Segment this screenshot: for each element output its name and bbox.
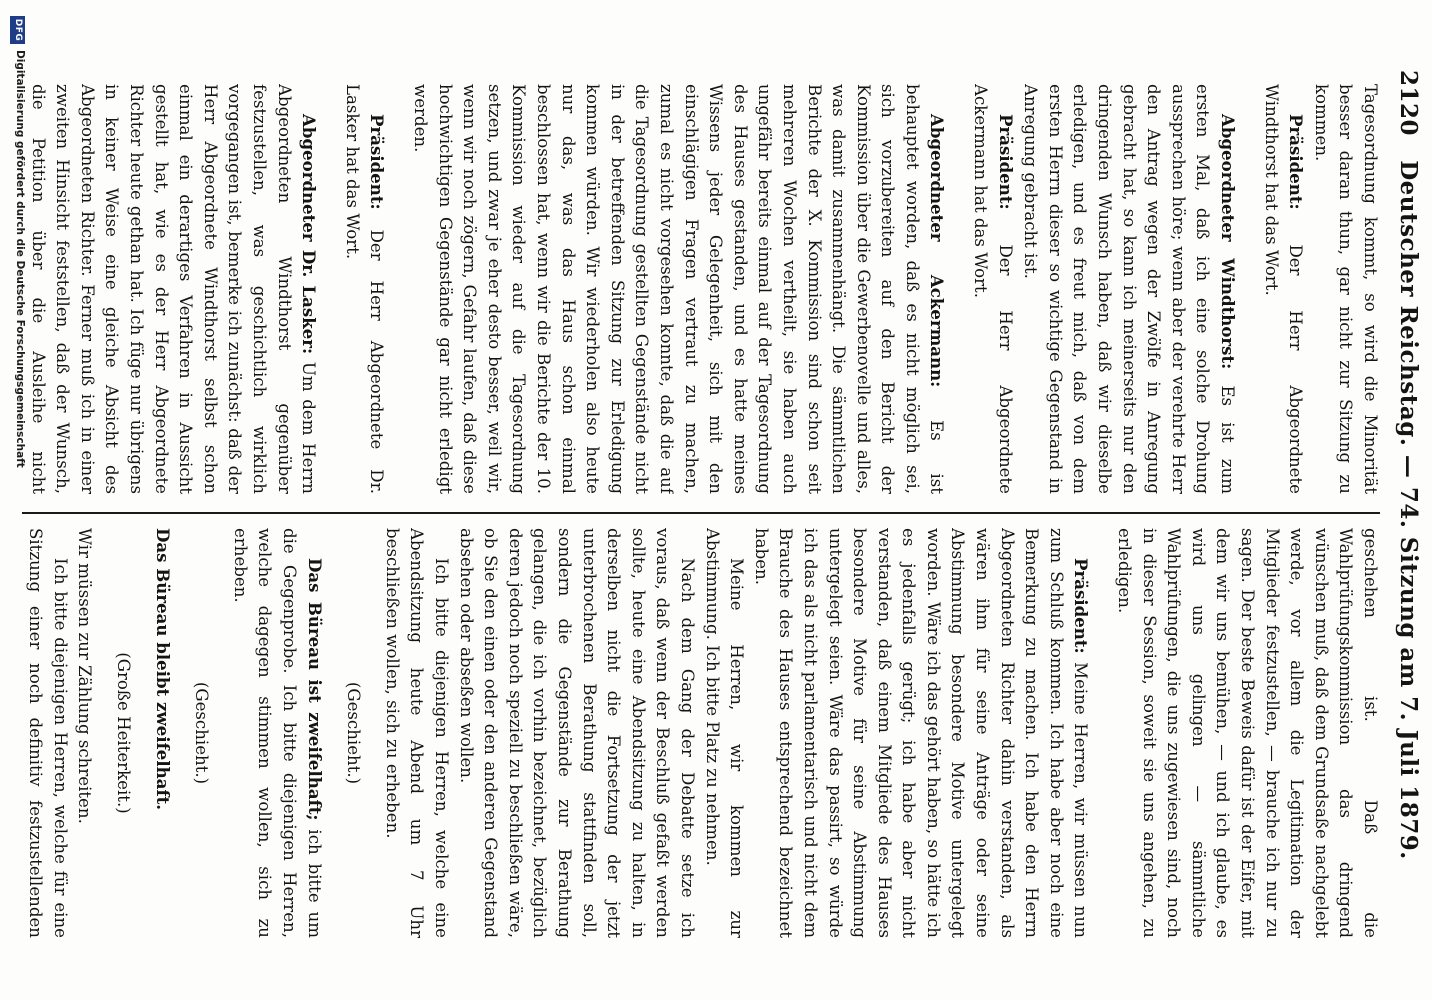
right-column: [22, 528, 1382, 938]
paragraph-text: Tagesordnung kommt, so wird die Minorität besser daran thun, gar nicht zur Sitzung zu kommen.: [1311, 84, 1380, 494]
paragraph-text: Es ist zum ersten Mal, daß ich eine solche Drohung aussprechen höre; wenn aber der verehrte Herr den Antrag wegen der Zwölfe in Anregung gebracht hat, so kann ich meinerseits nur den dringenden Wunsch haben, daß wir dieselbe erledigen, und es freut mich, daß von dem ersten Herrn dieser so wichtige Gegenstand in Anregung gebracht ist.: [1021, 84, 1238, 494]
paragraph: [453, 528, 699, 938]
paragraph: [72, 528, 97, 938]
paragraph: [968, 84, 1018, 494]
left-column: [22, 84, 1382, 494]
speaker-label: Präsident:: [367, 114, 388, 210]
speaker-label: Präsident:: [1071, 558, 1092, 654]
paragraph: [149, 528, 175, 938]
page-number: 2120: [1395, 70, 1422, 137]
credit-text: Digitalisierung gefördert durch die Deutsche Forschungsgemeinschaft: [14, 50, 26, 468]
paragraph-text: Der Herr Abgeordnete Windthorst hat das Wort.: [1261, 84, 1306, 494]
paragraph: [407, 84, 949, 494]
paragraph-text: Wir müssen zur Zählung schreiten.: [75, 528, 95, 824]
paragraph-text: Der Herr Abgeordnete Dr. Lasker hat das Wort.: [342, 84, 387, 494]
dfg-logo-icon: DFG: [10, 16, 25, 44]
paragraph: [1308, 84, 1382, 494]
paragraph-text: Ich bitte diejenigen Herren, welche für eine Sitzung einer noch definitiv festzustellenden: [26, 528, 70, 938]
paragraph: [189, 528, 214, 938]
paragraph-text: (Große Heiterkeit.): [114, 652, 134, 814]
speaker-label: Abgeordneter Ackermann:: [927, 114, 948, 388]
paragraph: [1018, 84, 1240, 494]
paragraph-text: Es ist behauptet worden, daß es nicht möglich sei, sich vorzubereiten auf den Bericht der Kommission über die Gewerbenovelle und alles, was damit zusammenhängt. Die sämmtlichen Berichte der X. Kommission sind schon seit mehreren Wochen vertheilt, sie haben auch ungefähr bereits einmal auf der Tagesordnung des Hauses gestanden, und es hatte meines Wissens jeder Gelegenheit, sich mit den einschlägigen Fragen vertraut zu machen, zumal es nicht vorgesehen konnte, daß die auf die Tagesordnung gestellten Gegenstände nicht in der betreffenden Sitzung zur Erledigung kommen würden. Wir wiederholen also heute nur das, was das Haus schon einmal beschlossen hat, wenn wir die Berichte der 10. Kommission wieder auf die Tagesordnung setzen, und zwar je eher desto besser, weil wir, wenn wir noch zögern, Gefahr laufen, daß diese hochwichtigen Gegenstände gar nicht erledigt werden.: [411, 84, 947, 494]
paragraph-text: Meine Herren, wir müssen nun zum Schluß kommen. Ich habe aber noch eine Bemerkung zu machen. Ich habe den Herrn Abgeordneten Richter dahin verstanden, als wären ihm für seine Anträge oder seine Abstimmung besondere Motive untergelegt worden. Wäre ich das gehört haben, so hätte ich es jedenfalls gerügt; ich habe aber nicht verstanden, daß einem Mitgliede des Hauses besondere Motive für seine Abstimmung untergelegt seien. Wäre das passirt, so würde ich das als nicht parlamentarisch und nicht dem Brauche des Hauses entsprechend bezeichnet haben.: [751, 528, 1091, 938]
speaker-label: Präsident:: [1286, 114, 1307, 210]
paragraph: [1258, 84, 1308, 494]
speaker-label: Präsident:: [995, 114, 1016, 210]
paragraph: [111, 528, 136, 938]
column-divider: [22, 512, 1380, 514]
digitization-credit: [2, 16, 28, 996]
paragraph: [22, 84, 321, 494]
paragraph: [1111, 528, 1382, 938]
paragraph: [748, 528, 1093, 938]
paragraph-text: Ich bitte diejenigen Herren, welche eine Abendsitzung heute Abend um 7 Uhr beschließen wollen, sich zu erheben.: [382, 528, 452, 938]
paragraph: [227, 528, 326, 938]
paragraph-text: Nach dem Gang der Debatte setze ich voraus, daß wenn der Beschluß gefaßt werden sollte, heute eine Abendsitzung zu halten, in derselben nicht die Fortsetzung der jetzt unterbrochenen Berathung stattfinden soll, sondern die Gegenstände zur Berathung gelangen, die ich vorhin bezeichnet, bezüglich deren jedoch noch speziell zu beschließen wäre, ob Sie den einen oder den anderen Gegenstand absehen oder abseßen wollen.: [456, 528, 697, 938]
paragraph: [341, 528, 366, 938]
speaker-label: Das Büreau ist zweifelhaft;: [304, 558, 325, 821]
running-head: Deutscher Reichstag. — 74. Sitzung am 7. Juli 1879.: [1395, 160, 1422, 860]
paragraph-text: (Geschieht.): [344, 681, 364, 785]
page-header: [1392, 70, 1424, 950]
paragraph: [339, 84, 389, 494]
paragraph: [379, 528, 453, 938]
paragraph: [22, 528, 72, 938]
paragraph-text: geschehen ist. Daß die Wahlprüfungskommission das dringend wünschen muß, daß dem Grundsaße nachgelebt werde, vor allem die Legitimation der Mitglieder festzustellen, — brauche ich nur zu sagen. Der beste Beweis dafür ist der Eifer, mit dem wir uns bemühen, — und ich glaube, es wird uns gelingen — sämmtliche Wahlprüfungen, die uns zugewiesen sind, noch in dieser Session, soweit sie uns angehen, zu erledigen.: [1115, 528, 1380, 938]
speaker-label: Abgeordneter Windthorst:: [1218, 114, 1239, 370]
paragraph-text: Der Herr Abgeordnete Ackermann hat das Wort.: [971, 84, 1015, 494]
speaker-label: Abgeordneter Dr. Lasker:: [299, 114, 320, 355]
paragraph-text: ich bitte um die Gegenprobe. Ich bitte diejenigen Herren, welche dagegen stimmen wollen, sich zu erheben.: [230, 528, 324, 938]
paragraph-text: Um dem Herrn Abgeordneten Windthorst gegenüber festzustellen, was geschichtlich wirklich vorgegangen ist, bemerke ich zunächst: daß der Herr Abgeordnete Windthorst selbst schon einmal ein derartiges Verfahren in Aussicht gestellt hat, wie es der Herr Abgeordnete Richter heute gethan hat. Ich füge nur übrigens in keiner Weise eine gleiche Absicht des Abgeordneten Richter. Ferner muß ich in einer zweiten Hinsicht feststellen, daß der Wunsch, die Petition über die Ausleihe nicht: [28, 84, 319, 494]
paragraph-text: (Geschieht.): [192, 681, 212, 785]
speaker-label: Das Büreau bleibt zweifelhaft.: [152, 528, 173, 811]
paragraph: [699, 528, 748, 938]
paragraph-text: Meine Herren, wir kommen zur Abstimmung. Ich bitte Platz zu nehmen.: [702, 528, 747, 938]
